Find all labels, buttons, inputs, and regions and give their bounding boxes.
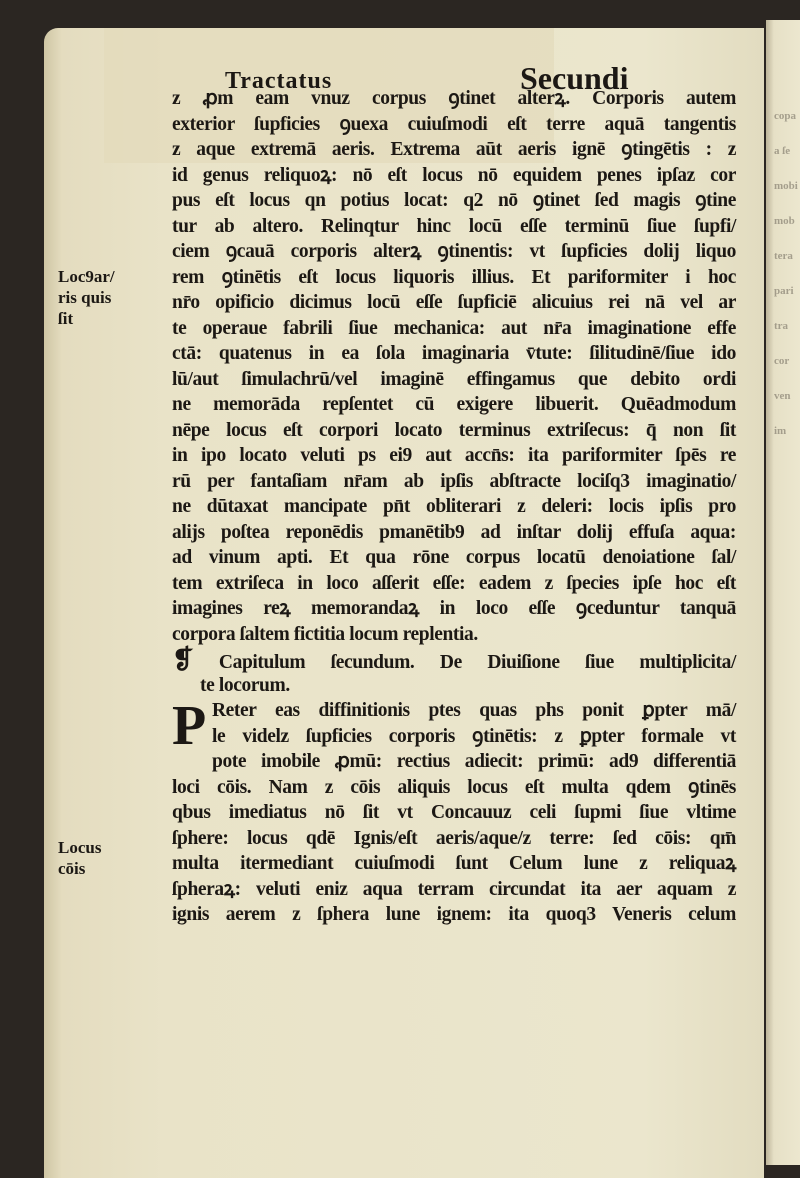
text-line: id genus reliquoꝝ: nō eſt locus nō equidem penes ipſaz cor bbox=[172, 164, 736, 186]
text-line: pote imobile ꝓmū: rectius adiecit: primū: ad9 differentiā bbox=[212, 751, 736, 772]
facing-page-ghost-text: a ſe bbox=[774, 145, 791, 157]
text-line: ſpheraꝝ: veluti eniz aqua terram circundat ita aer aquam z bbox=[172, 878, 736, 900]
text-line: ſphere: locus qdē Ignis/eſt aeris/aque/z terre: ſed cōis: qm̄ bbox=[172, 827, 736, 849]
facing-page-ghost-text: mob bbox=[774, 215, 795, 227]
chapter-paragraph bbox=[172, 695, 736, 928]
margin-note-line: ris quis bbox=[58, 288, 112, 307]
initial-letter: P bbox=[172, 695, 206, 757]
margin-note-locus-artificialis bbox=[58, 266, 115, 329]
text-line: nr̄o opificio dicimus locū eſſe ſupficiē alicuius rei nā vel ar bbox=[172, 292, 736, 313]
text-line: nēpe locus eſt corpori locato terminus extriſecus: q̄ non ſit bbox=[172, 419, 736, 441]
running-head-right: Secundi bbox=[520, 60, 629, 96]
text-line: lū/aut ſimulachrū/vel imaginē effingamus que debito ordi bbox=[172, 368, 736, 390]
text-line: alijs poſtea reponēdis pmanētib9 ad inſtar dolij effuſa aqua: bbox=[172, 521, 736, 543]
text-line: le videlz ſupficies corporis ꝯtinētis: z ꝑpter formale vt bbox=[212, 725, 736, 747]
text-line: pus eſt locus qn potius locat: q2 nō ꝯtinet ſed magis ꝯtine bbox=[172, 190, 736, 211]
text-line: loci cōis. Nam z cōis aliquis locus eſt multa qdem ꝯtinēs bbox=[172, 776, 736, 798]
text-line: ciem ꝯcauā corporis alterꝝ ꝯtinentis: vt ſupficies dolij liquo bbox=[172, 241, 736, 262]
margin-note-locus-communis bbox=[58, 837, 101, 879]
chapter-heading bbox=[172, 647, 736, 673]
text-block bbox=[172, 86, 736, 928]
chapter-heading-text: Capitulum ſecundum. De Diuiſione ſiue multiplicita/ bbox=[218, 652, 736, 673]
facing-page-ghost-text: tera bbox=[774, 250, 793, 262]
text-line: Reter eas diffinitionis ptes quas phs ponit ꝑpter mā/ bbox=[212, 700, 736, 721]
margin-note-line: Locus bbox=[58, 838, 102, 857]
text-line: in ipo locato veluti ps ei9 aut accn̄s: ita pariformiter ſpēs re bbox=[172, 445, 736, 466]
text-line: ne memorāda repſentet cū exigere libuerit. Quēadmodum bbox=[172, 394, 736, 415]
facing-page-ghost-text: tra bbox=[774, 320, 789, 332]
text-line: multa itermediant cuiuſmodi ſunt Celum lune z reliquaꝝ bbox=[172, 853, 736, 874]
text-line: rem ꝯtinētis eſt locus liquoris illius. Et pariformiter i hoc bbox=[172, 266, 736, 288]
text-line: z ꝓm eam vnuz corpus ꝯtinet alterꝝ. Corporis autem bbox=[172, 88, 736, 109]
text-line: rū per fantaſiam nr̄am ab ipſis abſtracte lociſq3 imaginatio/ bbox=[172, 470, 736, 492]
text-line: exterior ſupficies ꝯuexa cuiuſmodi eſt terre aquā tangentis bbox=[172, 113, 736, 135]
text-line: tur ab altero. Relinqtur hinc locū eſſe terminū ſiue ſupfi/ bbox=[172, 215, 736, 237]
text-line: corpora ſaltem fictitia locum replentia. bbox=[172, 623, 478, 645]
text-line: ignis aerem z ſphera lune ignem: ita quoq3 Veneris celum bbox=[172, 904, 736, 925]
facing-page-ghost-text: im bbox=[774, 425, 787, 437]
text-line: tem extriſeca in loco aſſerit eſſe: eadem z ſpecies ipſe hoc eſt bbox=[172, 572, 736, 594]
facing-page-ghost-text: copa bbox=[774, 110, 796, 122]
facing-page-ghost-text: cor bbox=[774, 355, 790, 367]
margin-note-line: ſit bbox=[58, 309, 74, 328]
facing-page-ghost-text: pari bbox=[774, 285, 794, 297]
text-line: te operaue fabrili ſiue mechanica: aut nr̄a imaginatione effe bbox=[172, 317, 736, 339]
text-line: z aque extremā aeris. Extrema aūt aeris ignē ꝯtingētis : z bbox=[172, 139, 736, 160]
text-line: ctā: quatenus in ea ſola imaginaria v̄tute: ſilitudinē/ſiue ido bbox=[172, 343, 736, 364]
text-line: ne dūtaxat mancipate pn̄t obliterari z deleri: locis ipſis pro bbox=[172, 496, 736, 517]
text-line: ad vinum apti. Et qua rōne corpus locatū denoiatione ſal/ bbox=[172, 547, 736, 568]
text-line: imagines reꝝ memorandaꝝ in loco eſſe ꝯceduntur tanquā bbox=[172, 598, 736, 619]
margin-note-line: Loc9ar/ bbox=[58, 267, 115, 286]
facing-page-edge bbox=[766, 20, 800, 1165]
facing-page-ghost-text: ven bbox=[774, 390, 791, 402]
text-line: qbus imediatus nō ſit vt Concauuz celi ſupmi ſiue vltime bbox=[172, 802, 736, 823]
chapter-heading-continued: te locorum. bbox=[200, 674, 290, 696]
paragraph-mark: ❡ bbox=[172, 645, 194, 674]
running-head-left: Tractatus bbox=[225, 68, 333, 94]
margin-note-line: cōis bbox=[58, 859, 86, 878]
facing-page-ghost-text: mobi bbox=[774, 180, 798, 192]
